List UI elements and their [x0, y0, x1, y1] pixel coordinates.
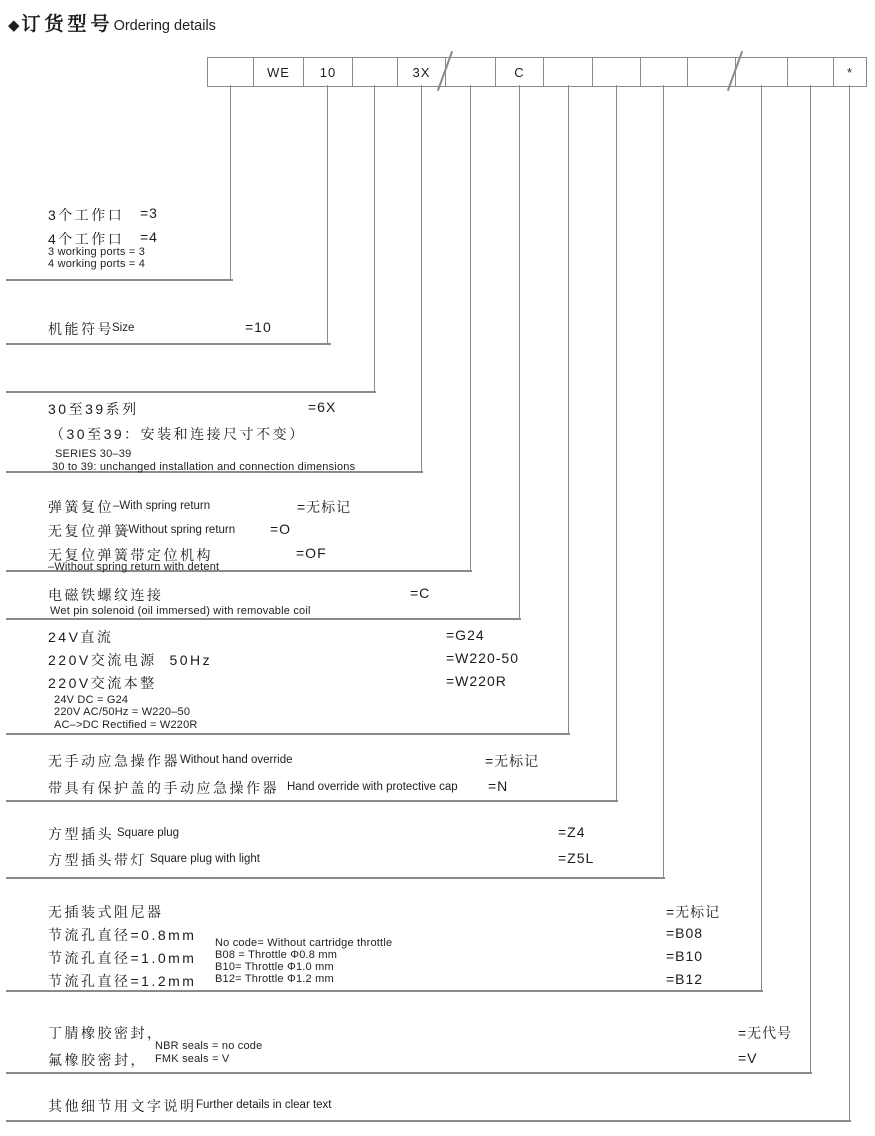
override-cap-label-en: Hand override with protective cap [287, 781, 458, 793]
title-chinese: 订货型号 [21, 14, 114, 35]
throttle-note-en: B08 = Throttle Φ0.8 mm [215, 949, 338, 961]
override-none-code: =无标记 [485, 753, 540, 769]
plug-light-code: =Z5L [558, 850, 595, 866]
connector-line-series [421, 85, 422, 473]
connector-line-plug [663, 85, 664, 879]
series-code: =6X [308, 399, 337, 415]
override-none-label: 无手动应急操作器 [48, 753, 180, 769]
connector-line-spring [470, 85, 471, 572]
section-rule-voltage [6, 733, 570, 735]
ports-option-3-code: =3 [140, 205, 158, 221]
plug-label: 方型插头 [48, 826, 114, 842]
series-note-en: SERIES 30–39 [55, 448, 132, 460]
plug-code: =Z4 [558, 824, 586, 840]
code-cell-plug [641, 58, 688, 86]
spring-without-code: =O [270, 521, 292, 537]
code-cell-spring [446, 58, 496, 86]
voltage-rect-code: =W220R [446, 673, 507, 689]
throttle-12-code: =B12 [666, 971, 704, 987]
size-code: =10 [245, 319, 272, 335]
ports-note-en: 3 working ports = 3 [48, 246, 146, 258]
code-cell-voltage [544, 58, 593, 86]
throttle-08-code: =B08 [666, 925, 704, 941]
section-rule-ports [6, 279, 233, 281]
code-cell-solenoid: C [496, 58, 544, 86]
override-none-label-en: Without hand override [180, 754, 293, 766]
ports-note-en: 4 working ports = 4 [48, 258, 146, 270]
seals-note-en: NBR seals = no code [155, 1040, 263, 1052]
code-cell-spool [353, 58, 398, 86]
spring-with-label-en: –With spring return [113, 500, 211, 512]
size-label: 机能符号 [48, 321, 114, 337]
series-note-en: 30 to 39: unchanged installation and connection dimensions [52, 461, 356, 473]
section-rule-plug [6, 877, 665, 879]
solenoid-label: 电磁铁螺纹连接 [48, 587, 164, 603]
section-rule-override [6, 800, 618, 802]
voltage-rect-label: 220V交流本整 [48, 675, 157, 691]
throttle-none-label: 无插装式阻尼器 [48, 904, 164, 920]
connector-line-voltage [568, 85, 569, 735]
connector-line-spool [374, 85, 375, 393]
voltage-dc-label: 24V直流 [48, 629, 114, 645]
ports-option-4-code: =4 [140, 229, 158, 245]
seals-note-en: FMK seals = V [155, 1053, 230, 1065]
seals-fkm-label: 氟橡胶密封， [48, 1052, 147, 1068]
code-cell-size: 10 [304, 58, 353, 86]
title-english: Ordering details [113, 18, 216, 34]
spring-detent-note-en: –Without spring return with detent [48, 561, 220, 573]
ports-option-4-label: 4个工作口 [48, 231, 125, 247]
connector-line-size [327, 85, 328, 345]
plug-light-label: 方型插头带灯 [48, 852, 147, 868]
details-label-en: Further details in clear text [196, 1099, 332, 1111]
voltage-dc-code: =G24 [446, 627, 485, 643]
voltage-note-en: 24V DC = G24 [54, 694, 129, 706]
series-label: 30至39系列 [48, 401, 139, 417]
code-cell-series: 3X [398, 58, 446, 86]
code-cell-throttle [736, 58, 788, 86]
connector-line-solenoid [519, 85, 520, 620]
code-cell-override [593, 58, 641, 86]
voltage-ac-code: =W220-50 [446, 650, 519, 666]
throttle-note-en: B12= Throttle Φ1.2 mm [215, 973, 334, 985]
ports-option-3-label: 3个工作口 [48, 207, 125, 223]
section-rule-size [6, 343, 331, 345]
solenoid-code: =C [410, 585, 431, 601]
spring-with-code: =无标记 [297, 499, 352, 515]
spring-with-label: 弹簧复位 [48, 499, 114, 515]
voltage-note-en: AC–>DC Rectified = W220R [54, 719, 198, 731]
voltage-note-en: 220V AC/50Hz = W220–50 [54, 706, 191, 718]
size-label-en: Size [112, 322, 135, 334]
spring-without-label: 无复位弹簧 [48, 523, 131, 539]
throttle-note-en: No code= Without cartridge throttle [215, 937, 393, 949]
spring-detent-label: 无复位弹簧带定位机构 [48, 547, 213, 563]
section-rule-details [6, 1120, 851, 1122]
code-cell-we: WE [254, 58, 304, 86]
override-cap-label: 带具有保护盖的手动应急操作器 [48, 780, 279, 796]
throttle-note-en: B10= Throttle Φ1.0 mm [215, 961, 334, 973]
connector-line-ports [230, 85, 231, 281]
details-label: 其他细节用文字说明 [48, 1098, 197, 1114]
connector-line-details [849, 85, 850, 1122]
code-cell-seals [788, 58, 834, 86]
order-code-boxes [207, 57, 867, 87]
solenoid-note-en: Wet pin solenoid (oil immersed) with removable coil [50, 605, 311, 617]
override-cap-code: =N [488, 778, 509, 794]
connector-line-override [616, 85, 617, 802]
series-remark: （30至39：安装和连接尺寸不变） [50, 426, 306, 442]
plug-light-label-en: Square plug with light [150, 853, 260, 865]
throttle-12-label: 节流孔直径=1.2mm [48, 973, 197, 989]
plug-label-en: Square plug [117, 827, 180, 839]
code-cell-star: * [846, 64, 854, 80]
seals-fkm-code: =V [738, 1050, 758, 1066]
seals-nbr-code: =无代号 [738, 1025, 793, 1041]
throttle-none-code: =无标记 [666, 904, 721, 920]
section-rule-seals [6, 1072, 812, 1074]
diamond-bullet-icon: ◆ [8, 17, 20, 34]
throttle-08-label: 节流孔直径=0.8mm [48, 927, 197, 943]
seals-nbr-label: 丁腈橡胶密封， [48, 1025, 164, 1041]
throttle-10-label: 节流孔直径=1.0mm [48, 950, 197, 966]
code-cell-ports [208, 58, 254, 86]
connector-line-throttle [761, 85, 762, 992]
voltage-ac-label: 220V交流电源 50Hz [48, 652, 213, 668]
connector-line-seals [810, 85, 811, 1074]
spring-detent-code: =OF [296, 545, 327, 561]
section-rule-solenoid [6, 618, 521, 620]
spring-without-label-en: –Without spring return [122, 524, 236, 536]
throttle-10-code: =B10 [666, 948, 704, 964]
section-rule-spool [6, 391, 376, 393]
page-title [8, 9, 216, 36]
